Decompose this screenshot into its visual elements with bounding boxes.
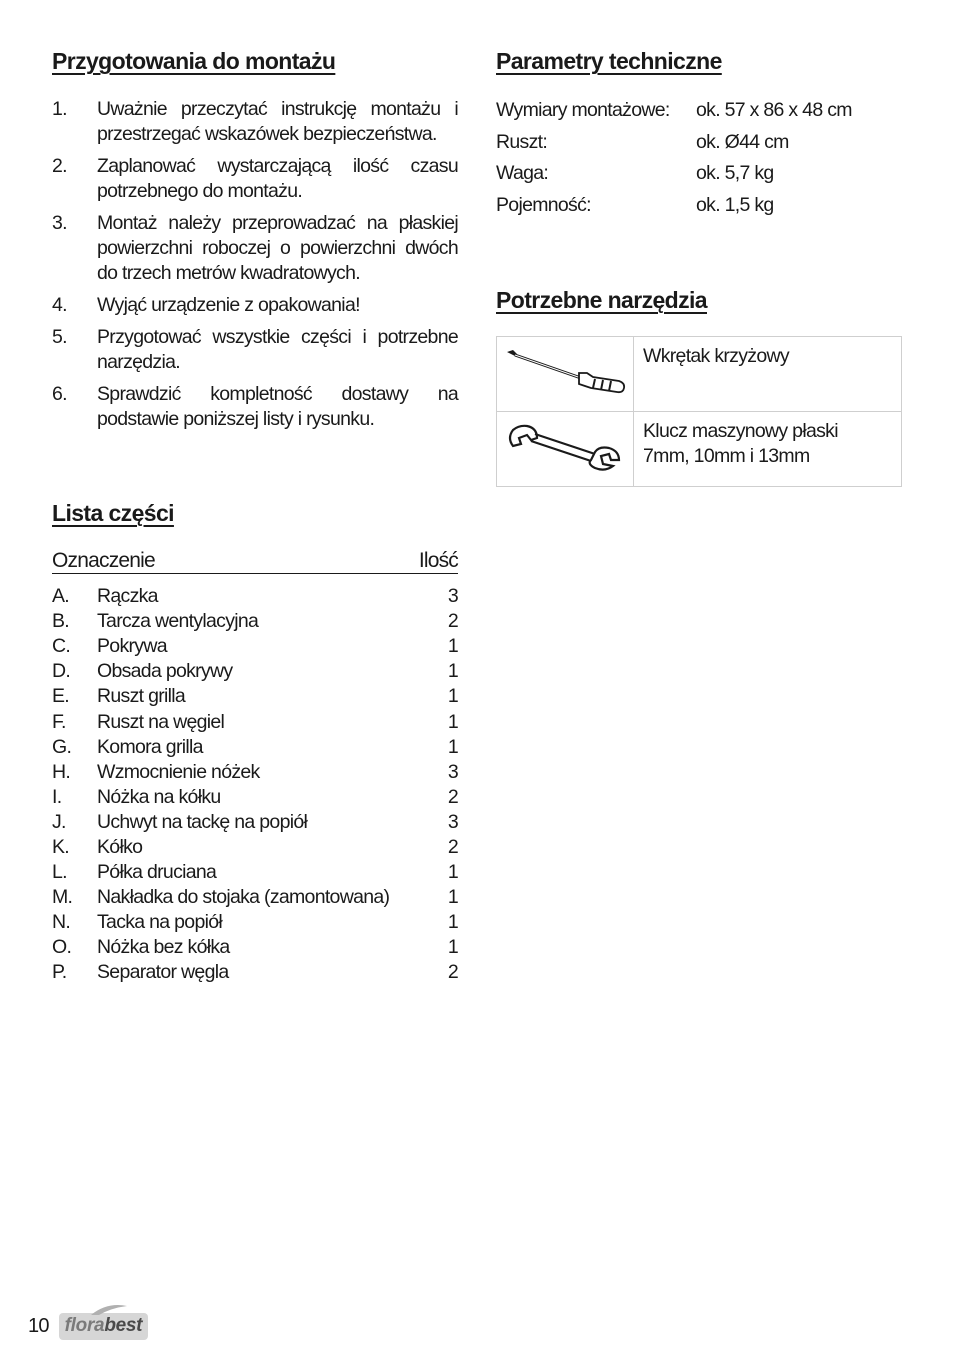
part-letter: N.	[52, 911, 71, 934]
part-qty: 2	[447, 610, 458, 633]
tools-table	[496, 336, 902, 487]
part-name: Uchwyt na tackę na popiół	[97, 810, 308, 833]
page-footer	[28, 1306, 148, 1346]
step-text: Wyjąć urządzenie z opakowania!	[97, 294, 360, 316]
right-column	[496, 48, 902, 487]
parts-list-heading: Lista części	[52, 500, 174, 526]
part-qty: 1	[447, 710, 458, 733]
tech-param-value: ok. 1,5 kg	[696, 193, 774, 216]
screwdriver-icon	[503, 379, 627, 401]
tech-param-key: Waga:	[496, 162, 549, 185]
parts-row	[52, 960, 458, 985]
parts-row	[52, 810, 458, 835]
step-number: 2.	[52, 155, 67, 177]
part-letter: K.	[52, 835, 70, 858]
tools-heading: Potrzebne narzędzia	[496, 287, 707, 313]
parts-col-qty: Ilość	[418, 549, 458, 572]
part-letter: J.	[52, 810, 66, 833]
part-letter: L.	[52, 861, 67, 884]
step-text: Montaż należy przeprowadzać na płaskiej powierzchni roboczej o powierzchni dwóch do trzech metrów kwadratowych.	[97, 212, 458, 284]
assembly-steps-list	[52, 97, 458, 432]
part-letter: E.	[52, 685, 70, 708]
parts-list	[52, 584, 458, 986]
step-number: 3.	[52, 212, 67, 234]
part-name: Rączka	[97, 585, 158, 608]
part-name: Pokrywa	[97, 635, 167, 658]
parts-row	[52, 885, 458, 910]
tech-param-row	[496, 190, 902, 222]
tech-param-value: ok. Ø44 cm	[696, 130, 789, 153]
part-name: Ruszt na węgiel	[97, 710, 225, 733]
step-text: Przygotować wszystkie części i potrzebne narzędzia.	[97, 326, 458, 373]
logo-text-flora: flora	[64, 1314, 105, 1336]
tool-label-cell	[634, 412, 902, 487]
part-qty: 1	[447, 911, 458, 934]
tech-param-value: ok. 57 x 86 x 48 cm	[696, 99, 852, 122]
assembly-step	[52, 154, 458, 204]
tech-params-heading: Parametry techniczne	[496, 48, 722, 74]
part-qty: 1	[447, 735, 458, 758]
part-letter: I.	[52, 785, 62, 808]
parts-row	[52, 935, 458, 960]
part-name: Nóżka na kółku	[97, 785, 221, 808]
part-name: Separator węgla	[97, 961, 229, 984]
part-name: Kółko	[97, 835, 143, 858]
step-number: 1.	[52, 98, 67, 120]
tool-picture-cell	[497, 412, 634, 487]
part-qty: 3	[447, 810, 458, 833]
part-qty: 1	[447, 635, 458, 658]
wrench-icon	[503, 459, 627, 481]
part-letter: B.	[52, 610, 70, 633]
part-letter: M.	[52, 886, 73, 909]
part-qty: 2	[447, 785, 458, 808]
parts-row	[52, 659, 458, 684]
tech-param-key: Ruszt:	[496, 130, 548, 153]
florabest-logo	[59, 1313, 149, 1340]
step-text: Zaplanować wystarczającą ilość czasu potrzebnego do montażu.	[97, 155, 458, 202]
logo-text-best: best	[104, 1314, 143, 1336]
part-letter: P.	[52, 961, 67, 984]
part-qty: 3	[447, 760, 458, 783]
part-letter: C.	[52, 635, 71, 658]
assembly-prep-heading: Przygotowania do montażu	[52, 48, 336, 74]
parts-row	[52, 910, 458, 935]
tech-param-key: Wymiary montażowe:	[496, 99, 670, 122]
parts-list-header	[52, 549, 458, 574]
parts-row	[52, 584, 458, 609]
step-text: Uważnie przeczytać instrukcję montażu i przestrzegać wskazówek bezpieczeństwa.	[97, 98, 458, 145]
parts-row	[52, 634, 458, 659]
tech-params-list	[496, 95, 902, 221]
step-number: 5.	[52, 326, 67, 348]
part-qty: 1	[447, 660, 458, 683]
part-letter: D.	[52, 660, 71, 683]
part-qty: 1	[447, 936, 458, 959]
part-qty: 2	[447, 961, 458, 984]
part-qty: 3	[447, 585, 458, 608]
assembly-step	[52, 293, 458, 318]
step-number: 6.	[52, 383, 67, 405]
part-name: Obsada pokrywy	[97, 660, 233, 683]
part-name: Tarcza wentylacyjna	[97, 610, 259, 633]
logo-leaf-icon	[89, 1304, 129, 1316]
tool-row	[497, 412, 902, 487]
assembly-step	[52, 97, 458, 147]
assembly-step	[52, 382, 458, 432]
parts-col-label: Oznaczenie	[52, 549, 155, 572]
left-column	[52, 48, 458, 986]
part-name: Wzmocnienie nóżek	[97, 760, 260, 783]
parts-row	[52, 735, 458, 760]
step-number: 4.	[52, 294, 67, 316]
parts-row	[52, 684, 458, 709]
tool-sizes: 7mm, 10mm i 13mm	[643, 445, 810, 467]
tech-param-row	[496, 127, 902, 159]
tool-name: Klucz maszynowy płaski	[643, 420, 838, 442]
part-letter: O.	[52, 936, 72, 959]
tech-param-key: Pojemność:	[496, 193, 591, 216]
part-qty: 1	[447, 861, 458, 884]
parts-row	[52, 860, 458, 885]
tech-param-row	[496, 158, 902, 190]
tech-param-row	[496, 95, 902, 127]
parts-row	[52, 785, 458, 810]
tool-row	[497, 337, 902, 412]
parts-row	[52, 609, 458, 634]
tool-name: Wkrętak krzyżowy	[643, 345, 789, 367]
part-name: Tacka na popiół	[97, 911, 223, 934]
part-letter: G.	[52, 735, 72, 758]
part-qty: 2	[447, 835, 458, 858]
part-name: Półka druciana	[97, 861, 217, 884]
assembly-step	[52, 325, 458, 375]
page-number: 10	[28, 1314, 49, 1337]
tool-picture-cell	[497, 337, 634, 412]
tool-label-cell	[634, 337, 902, 412]
part-name: Nóżka bez kółka	[97, 936, 230, 959]
parts-row	[52, 835, 458, 860]
step-text: Sprawdzić kompletność dostawy na podstawie poniższej listy i rysunku.	[97, 383, 458, 430]
assembly-step	[52, 211, 458, 286]
part-qty: 1	[447, 886, 458, 909]
part-letter: A.	[52, 585, 70, 608]
part-name: Komora grilla	[97, 735, 203, 758]
part-letter: H.	[52, 760, 71, 783]
parts-row	[52, 760, 458, 785]
part-name: Ruszt grilla	[97, 685, 186, 708]
part-letter: F.	[52, 710, 66, 733]
part-name: Nakładka do stojaka (zamontowana)	[97, 886, 390, 909]
tech-param-value: ok. 5,7 kg	[696, 162, 774, 185]
part-qty: 1	[447, 685, 458, 708]
parts-row	[52, 709, 458, 734]
